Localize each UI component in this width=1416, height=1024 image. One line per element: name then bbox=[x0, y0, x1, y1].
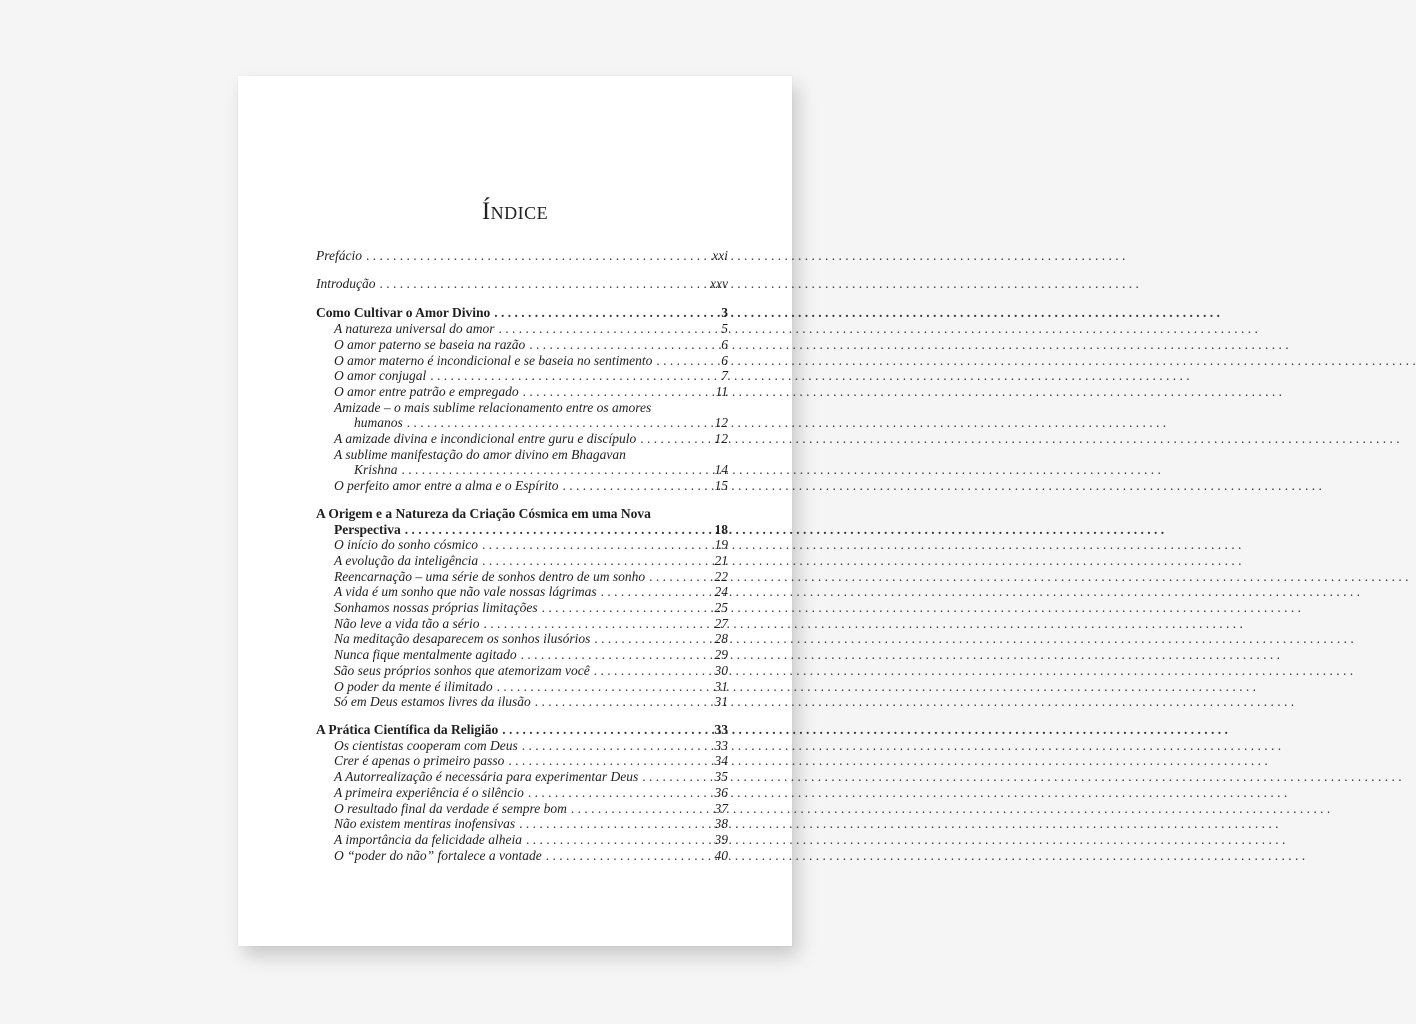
toc-section bbox=[316, 663, 728, 679]
leader-dots bbox=[523, 384, 702, 400]
toc-section-page: 29 bbox=[714, 647, 728, 663]
toc-entry-introduction bbox=[316, 276, 728, 292]
toc-section bbox=[316, 753, 728, 769]
leader-dots bbox=[430, 368, 702, 384]
toc-section-label: A primeira experiência é o silêncio bbox=[334, 784, 524, 800]
toc-section-page: 14 bbox=[714, 462, 728, 478]
toc-entry-label: Introdução bbox=[316, 275, 376, 291]
toc-section-page: 37 bbox=[714, 800, 728, 816]
toc-section-page: 19 bbox=[714, 537, 728, 553]
leader-dots bbox=[528, 785, 702, 801]
toc-chapter-title: A Prática Científica da Religião bbox=[316, 721, 499, 737]
leader-dots bbox=[502, 722, 702, 738]
toc-section bbox=[316, 584, 728, 600]
toc-section-page: 28 bbox=[714, 631, 728, 647]
toc-section-page: 11 bbox=[715, 383, 728, 399]
toc-section-page: 12 bbox=[714, 431, 728, 447]
toc-section bbox=[316, 553, 728, 569]
leader-dots bbox=[483, 616, 702, 632]
toc-section-page: 36 bbox=[714, 784, 728, 800]
leader-dots bbox=[526, 832, 702, 848]
toc-section-label: O amor entre patrão e empregado bbox=[334, 383, 519, 399]
toc-section bbox=[316, 321, 728, 337]
toc-section bbox=[316, 816, 728, 832]
leader-dots bbox=[508, 753, 702, 769]
toc-chapter-2 bbox=[316, 506, 728, 537]
toc-section-label: A amizade divina e incondicional entre guru e discípulo bbox=[334, 431, 637, 447]
toc-section-page: 27 bbox=[714, 615, 728, 631]
toc-section-label: A vida é um sonho que não vale nossas lágrimas bbox=[334, 584, 597, 600]
toc-section-line2 bbox=[334, 462, 728, 478]
leader-dots bbox=[594, 663, 702, 679]
toc-section-label: O perfeito amor entre a alma e o Espírito bbox=[334, 478, 559, 494]
toc-chapter-3 bbox=[316, 722, 728, 738]
toc-section bbox=[316, 478, 728, 494]
page-title: Índice bbox=[481, 198, 549, 225]
leader-dots bbox=[571, 801, 702, 817]
toc-section-label: O início do sonho cósmico bbox=[334, 537, 478, 553]
toc-entry-page: xxi bbox=[712, 248, 728, 263]
toc-section bbox=[316, 616, 728, 632]
leader-dots bbox=[562, 478, 702, 494]
toc-section bbox=[316, 679, 728, 695]
leader-dots bbox=[494, 305, 702, 321]
toc-section bbox=[316, 832, 728, 848]
toc-section bbox=[316, 600, 728, 616]
leader-dots bbox=[497, 679, 702, 695]
toc-section bbox=[316, 801, 728, 817]
leader-dots bbox=[594, 631, 702, 647]
toc-section-wrapped bbox=[316, 447, 728, 478]
leader-dots bbox=[546, 848, 702, 864]
toc-section bbox=[316, 353, 728, 369]
book-page bbox=[238, 76, 792, 946]
toc-section-page: 39 bbox=[714, 831, 728, 847]
toc-section-label-line2: Krishna bbox=[354, 462, 398, 478]
toc-section-label: Sonhamos nossas próprias limitações bbox=[334, 600, 538, 616]
leader-dots bbox=[407, 415, 702, 431]
toc-section-label: A Autorrealização é necessária para experimentar Deus bbox=[334, 769, 639, 785]
toc-section-label: Só em Deus estamos livres da ilusão bbox=[334, 694, 531, 710]
toc-section-label-line1: A sublime manifestação do amor divino em Bhagavan bbox=[334, 446, 626, 462]
leader-dots bbox=[482, 553, 702, 569]
toc-section bbox=[316, 848, 728, 864]
leader-dots bbox=[402, 462, 702, 478]
toc-section bbox=[316, 647, 728, 663]
toc-section-page: 5 bbox=[721, 321, 728, 337]
toc-section-page: 24 bbox=[714, 584, 728, 600]
toc-section-label: O poder da mente é ilimitado bbox=[334, 678, 493, 694]
leader-dots bbox=[535, 694, 702, 710]
toc-section-page: 31 bbox=[714, 678, 728, 694]
toc-section bbox=[316, 368, 728, 384]
toc-entry-label: Prefácio bbox=[316, 248, 362, 263]
toc-section bbox=[316, 738, 728, 754]
toc-entry-preface bbox=[316, 248, 728, 264]
toc-section bbox=[316, 537, 728, 553]
toc-section-line2 bbox=[334, 415, 728, 431]
toc-section-label: O resultado final da verdade é sempre bom bbox=[334, 800, 567, 816]
toc-chapter-1 bbox=[316, 305, 728, 321]
toc-section bbox=[316, 694, 728, 710]
toc-section bbox=[316, 384, 728, 400]
toc-section-label: Não leve a vida tão a sério bbox=[334, 615, 480, 631]
toc-section-label-line1: Amizade – o mais sublime relacionamento entre os amores bbox=[334, 399, 652, 415]
toc-section-label: Na meditação desaparecem os sonhos ilusórios bbox=[334, 631, 591, 647]
toc-section-label: O amor materno é incondicional e se baseia no sentimento bbox=[334, 352, 653, 368]
table-of-contents bbox=[316, 248, 728, 863]
toc-section-label: Nunca fique mentalmente agitado bbox=[334, 647, 517, 663]
toc-section bbox=[316, 337, 728, 353]
leader-dots bbox=[640, 431, 702, 447]
toc-section-page: 21 bbox=[714, 552, 728, 568]
toc-section-label: Não existem mentiras inofensivas bbox=[334, 816, 516, 832]
leader-dots bbox=[499, 321, 703, 337]
leader-dots bbox=[482, 537, 702, 553]
toc-section-label: O amor conjugal bbox=[334, 368, 427, 384]
toc-section-page: 7 bbox=[721, 368, 728, 384]
toc-chapter-title: Como Cultivar o Amor Divino bbox=[316, 305, 491, 321]
toc-section-page: 6 bbox=[721, 336, 728, 352]
toc-section-label: Os cientistas cooperam com Deus bbox=[334, 737, 518, 753]
toc-section-label: A natureza universal do amor bbox=[334, 321, 495, 337]
toc-section bbox=[316, 431, 728, 447]
toc-chapter-page: 18 bbox=[714, 521, 728, 537]
toc-chapter-page: 3 bbox=[721, 305, 728, 321]
toc-section-page: 15 bbox=[714, 478, 728, 494]
toc-section-label: O “poder do não” fortalece a vontade bbox=[334, 847, 542, 863]
toc-chapter-title-line1: A Origem e a Natureza da Criação Cósmica em uma Nova bbox=[316, 505, 651, 521]
toc-chapter-line2 bbox=[316, 522, 728, 538]
leader-dots bbox=[649, 569, 702, 585]
toc-chapter-title-line2: Perspectiva bbox=[334, 521, 401, 537]
toc-section-page: 12 bbox=[714, 415, 728, 431]
toc-section-page: 38 bbox=[714, 816, 728, 832]
leader-dots bbox=[656, 353, 702, 369]
toc-section-page: 34 bbox=[714, 753, 728, 769]
toc-section bbox=[316, 785, 728, 801]
toc-section-page: 30 bbox=[714, 662, 728, 678]
toc-section bbox=[316, 769, 728, 785]
toc-section bbox=[316, 569, 728, 585]
leader-dots bbox=[601, 584, 702, 600]
toc-section-label: São seus próprios sonhos que atemorizam você bbox=[334, 662, 590, 678]
toc-section-page: 40 bbox=[714, 847, 728, 863]
leader-dots bbox=[642, 769, 702, 785]
toc-section-page: 6 bbox=[721, 352, 728, 368]
leader-dots bbox=[519, 816, 702, 832]
toc-entry-page: xxv bbox=[710, 275, 728, 291]
toc-section-page: 25 bbox=[714, 600, 728, 616]
leader-dots bbox=[380, 276, 703, 292]
toc-section-label-line2: humanos bbox=[354, 415, 403, 431]
toc-section-page: 35 bbox=[714, 769, 728, 785]
toc-section-label: Crer é apenas o primeiro passo bbox=[334, 753, 505, 769]
toc-section-page: 22 bbox=[714, 568, 728, 584]
toc-section-label: A importância da felicidade alheia bbox=[334, 831, 522, 847]
leader-dots bbox=[521, 647, 702, 663]
leader-dots bbox=[522, 738, 702, 754]
toc-section-label: O amor paterno se baseia na razão bbox=[334, 336, 526, 352]
toc-section-page: 31 bbox=[714, 694, 728, 710]
leader-dots bbox=[366, 248, 702, 264]
leader-dots bbox=[405, 522, 702, 538]
toc-section-page: 33 bbox=[714, 737, 728, 753]
toc-section-wrapped bbox=[316, 400, 728, 431]
toc-chapter-page: 33 bbox=[714, 721, 728, 737]
toc-section-label: Reencarnação – uma série de sonhos dentro de um sonho bbox=[334, 568, 646, 584]
toc-section-label: A evolução da inteligência bbox=[334, 552, 479, 568]
leader-dots bbox=[529, 337, 702, 353]
toc-section bbox=[316, 631, 728, 647]
leader-dots bbox=[542, 600, 702, 616]
